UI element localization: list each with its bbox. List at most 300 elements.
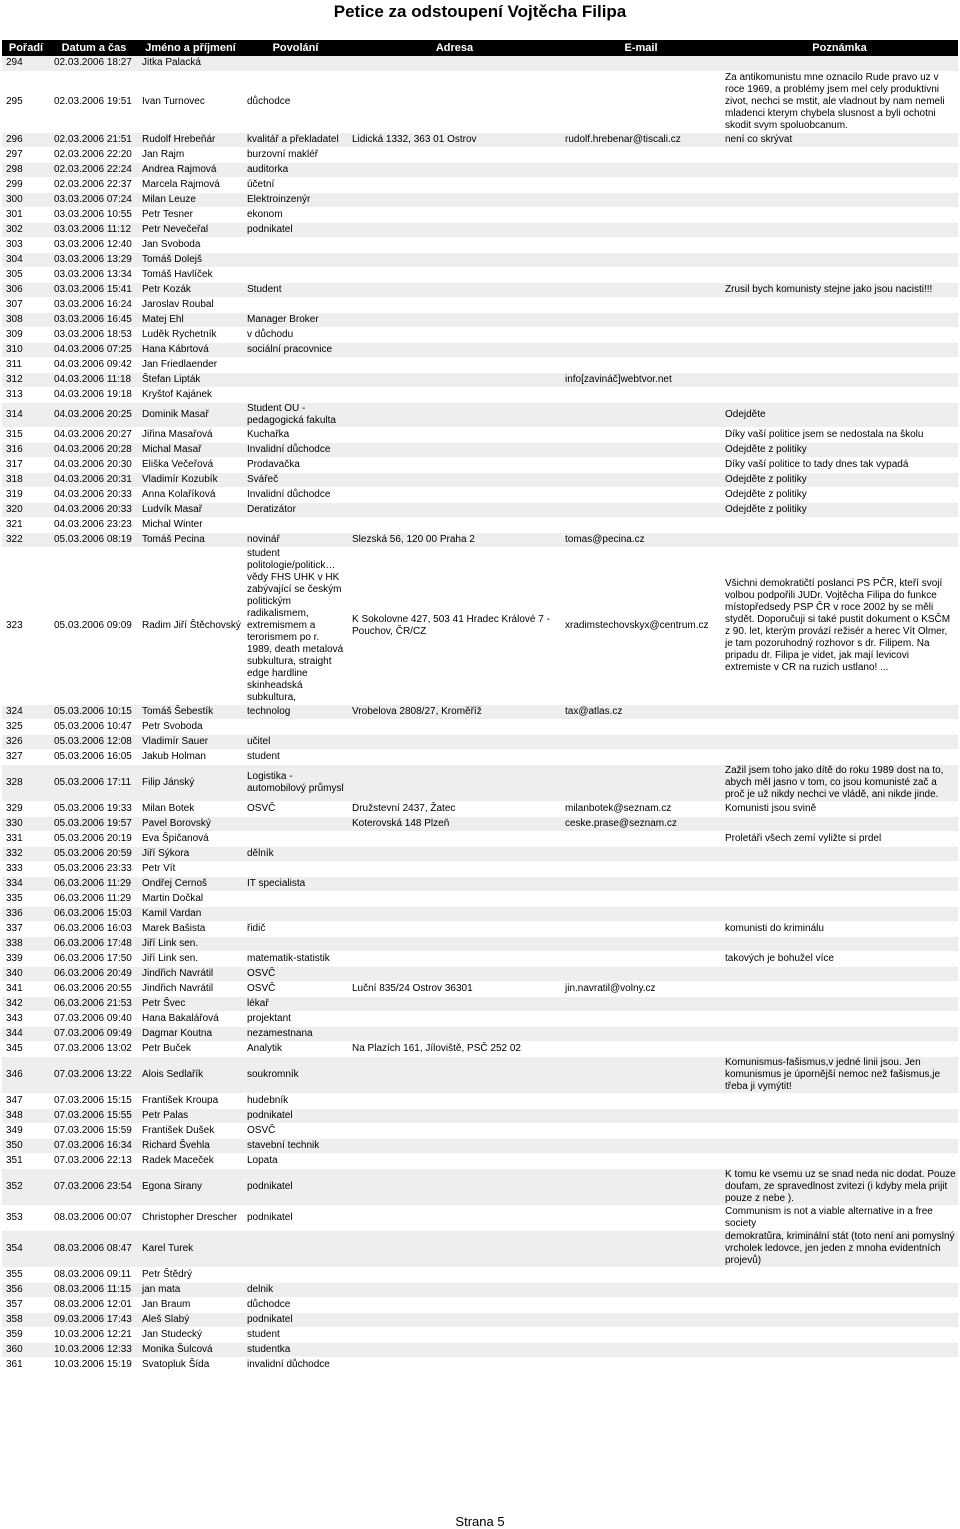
cell-poznamka: [721, 327, 958, 342]
cell-povolani: Student OU - pedagogická fakulta: [243, 402, 348, 427]
cell-jmeno: Jan Rajm: [138, 147, 243, 162]
cell-adresa: Na Plazích 161, Jíloviště, PSČ 252 02: [348, 1041, 561, 1056]
cell-poznamka: Odejděte z politiky: [721, 502, 958, 517]
cell-email: [561, 56, 721, 71]
cell-povolani: [243, 906, 348, 921]
table-row: [2, 966, 958, 981]
cell-povolani: podnikatel: [243, 1168, 348, 1205]
cell-jmeno: Jindřich Navrátil: [138, 981, 243, 996]
cell-adresa: [348, 1267, 561, 1282]
table-row: [2, 517, 958, 532]
table-row: [2, 936, 958, 951]
cell-povolani: projektant: [243, 1011, 348, 1026]
cell-poznamka: komunisti do kriminálu: [721, 921, 958, 936]
cell-jmeno: Rudolf Hrebeňár: [138, 132, 243, 147]
cell-datum: 08.03.2006 09:11: [50, 1267, 138, 1282]
cell-poradi: 312: [2, 372, 50, 387]
cell-povolani: [243, 891, 348, 906]
col-header-email: E-mail: [561, 40, 721, 56]
cell-jmeno: František Dušek: [138, 1123, 243, 1138]
cell-povolani: učitel: [243, 734, 348, 749]
cell-poradi: 340: [2, 966, 50, 981]
table-row: [2, 147, 958, 162]
cell-poradi: 307: [2, 297, 50, 312]
cell-povolani: novinář: [243, 532, 348, 547]
cell-adresa: Vrobelova 2808/27, Kroměříž: [348, 704, 561, 719]
cell-datum: 02.03.2006 21:51: [50, 132, 138, 147]
table-row: [2, 1282, 958, 1297]
cell-povolani: lékař: [243, 996, 348, 1011]
cell-adresa: [348, 734, 561, 749]
cell-poznamka: Communism is not a viable alternative in a free society: [721, 1205, 958, 1230]
cell-email: [561, 222, 721, 237]
cell-poznamka: [721, 846, 958, 861]
cell-povolani: podnikatel: [243, 1205, 348, 1230]
cell-adresa: [348, 56, 561, 71]
cell-adresa: [348, 312, 561, 327]
cell-povolani: OSVČ: [243, 981, 348, 996]
cell-datum: 04.03.2006 20:27: [50, 427, 138, 442]
cell-poznamka: Zrusil bych komunisty stejne jako jsou nacisti!!!: [721, 282, 958, 297]
cell-povolani: [243, 1230, 348, 1267]
cell-email: [561, 1230, 721, 1267]
cell-poradi: 347: [2, 1093, 50, 1108]
cell-jmeno: Jakub Holman: [138, 749, 243, 764]
cell-poradi: 314: [2, 402, 50, 427]
cell-jmeno: Petr Štědrý: [138, 1267, 243, 1282]
cell-jmeno: Marek Bašista: [138, 921, 243, 936]
cell-adresa: [348, 427, 561, 442]
cell-poradi: 311: [2, 357, 50, 372]
cell-adresa: [348, 861, 561, 876]
cell-poznamka: [721, 297, 958, 312]
cell-jmeno: Štefan Lipták: [138, 372, 243, 387]
cell-adresa: [348, 921, 561, 936]
cell-povolani: dělník: [243, 846, 348, 861]
cell-jmeno: Marcela Rajmová: [138, 177, 243, 192]
cell-email: rudolf.hrebenar@tiscali.cz: [561, 132, 721, 147]
cell-jmeno: Hana Bakalářová: [138, 1011, 243, 1026]
table-row: [2, 1011, 958, 1026]
cell-adresa: K Sokolovne 427, 503 41 Hradec Králové 7 - Pouchov, ČR/CZ: [348, 547, 561, 704]
cell-poznamka: [721, 312, 958, 327]
table-row: [2, 1312, 958, 1327]
cell-poradi: 335: [2, 891, 50, 906]
cell-datum: 02.03.2006 22:24: [50, 162, 138, 177]
cell-email: [561, 327, 721, 342]
cell-datum: 04.03.2006 20:30: [50, 457, 138, 472]
cell-email: ceske.prase@seznam.cz: [561, 816, 721, 831]
cell-datum: 03.03.2006 13:29: [50, 252, 138, 267]
cell-datum: 05.03.2006 23:33: [50, 861, 138, 876]
cell-email: [561, 966, 721, 981]
cell-poznamka: [721, 1327, 958, 1342]
cell-poradi: 328: [2, 764, 50, 801]
cell-poznamka: [721, 162, 958, 177]
cell-poradi: 337: [2, 921, 50, 936]
cell-adresa: [348, 252, 561, 267]
cell-poradi: 316: [2, 442, 50, 457]
cell-poradi: 348: [2, 1108, 50, 1123]
cell-email: [561, 1342, 721, 1357]
cell-email: [561, 192, 721, 207]
table-row: [2, 177, 958, 192]
cell-poradi: 332: [2, 846, 50, 861]
table-row: [2, 1168, 958, 1205]
table-row: [2, 207, 958, 222]
cell-email: [561, 502, 721, 517]
cell-jmeno: Martin Dočkal: [138, 891, 243, 906]
cell-poradi: 321: [2, 517, 50, 532]
cell-email: [561, 1138, 721, 1153]
cell-povolani: student: [243, 1327, 348, 1342]
cell-email: [561, 267, 721, 282]
cell-poznamka: [721, 237, 958, 252]
cell-poradi: 339: [2, 951, 50, 966]
cell-jmeno: Aleš Slabý: [138, 1312, 243, 1327]
cell-poradi: 341: [2, 981, 50, 996]
cell-email: [561, 472, 721, 487]
cell-email: [561, 282, 721, 297]
cell-datum: 04.03.2006 20:25: [50, 402, 138, 427]
cell-poznamka: [721, 936, 958, 951]
cell-poznamka: [721, 252, 958, 267]
cell-poradi: 296: [2, 132, 50, 147]
table-row: [2, 427, 958, 442]
cell-poznamka: [721, 1093, 958, 1108]
cell-jmeno: Michal Masař: [138, 442, 243, 457]
cell-poznamka: takových je bohužel více: [721, 951, 958, 966]
cell-povolani: OSVČ: [243, 966, 348, 981]
cell-poradi: 306: [2, 282, 50, 297]
table-row: [2, 951, 958, 966]
cell-adresa: [348, 1011, 561, 1026]
cell-jmeno: Ivan Turnovec: [138, 71, 243, 132]
cell-adresa: [348, 387, 561, 402]
cell-poznamka: Všichni demokratičtí poslanci PS PČR, kteří svojí volbou podpořili JUDr. Vojtěcha Filipa do funkce místopředsedy PSP ČR v roce 2002 by se měli stydět. Doporučuji si také pustit dokument o KSČM z 90. let, kterým provází režisér a herec Vít Olmer, je tam pozoruhodný rozhovor s dr. Filipem. Na pripadu dr. Filipa je videt, jak mají levicovi extremiste v CR na ruzich ustlano! ...: [721, 547, 958, 704]
table-row: [2, 1123, 958, 1138]
cell-datum: 04.03.2006 20:33: [50, 487, 138, 502]
cell-datum: 04.03.2006 20:33: [50, 502, 138, 517]
cell-poznamka: [721, 342, 958, 357]
cell-poradi: 315: [2, 427, 50, 442]
cell-povolani: Analytik: [243, 1041, 348, 1056]
cell-datum: 05.03.2006 16:05: [50, 749, 138, 764]
cell-datum: 08.03.2006 00:07: [50, 1205, 138, 1230]
cell-datum: 06.03.2006 15:03: [50, 906, 138, 921]
table-row: [2, 387, 958, 402]
page-number: Strana 5: [455, 1514, 505, 1529]
cell-povolani: podnikatel: [243, 1312, 348, 1327]
cell-datum: 07.03.2006 13:02: [50, 1041, 138, 1056]
table-row: [2, 1093, 958, 1108]
cell-poznamka: [721, 192, 958, 207]
cell-poznamka: [721, 966, 958, 981]
cell-povolani: v důchodu: [243, 327, 348, 342]
col-header-povolani: Povolání: [243, 40, 348, 56]
cell-datum: 07.03.2006 15:15: [50, 1093, 138, 1108]
cell-povolani: burzovní makléř: [243, 147, 348, 162]
cell-poradi: 354: [2, 1230, 50, 1267]
cell-povolani: sociální pracovnice: [243, 342, 348, 357]
cell-poznamka: [721, 357, 958, 372]
cell-poradi: 313: [2, 387, 50, 402]
cell-poznamka: [721, 1138, 958, 1153]
cell-adresa: [348, 951, 561, 966]
cell-poradi: 359: [2, 1327, 50, 1342]
cell-poradi: 361: [2, 1357, 50, 1372]
cell-poradi: 300: [2, 192, 50, 207]
table-row: [2, 342, 958, 357]
cell-adresa: [348, 719, 561, 734]
cell-poradi: 333: [2, 861, 50, 876]
cell-jmeno: Anna Kolaříková: [138, 487, 243, 502]
cell-email: [561, 387, 721, 402]
cell-datum: 05.03.2006 17:11: [50, 764, 138, 801]
cell-poradi: 318: [2, 472, 50, 487]
cell-povolani: student: [243, 749, 348, 764]
table-row: [2, 704, 958, 719]
cell-jmeno: Jindřich Navrátil: [138, 966, 243, 981]
table-row: [2, 267, 958, 282]
table-row: [2, 921, 958, 936]
col-header-poradi: Pořadí: [2, 40, 50, 56]
cell-povolani: [243, 1267, 348, 1282]
table-row: [2, 472, 958, 487]
cell-adresa: [348, 502, 561, 517]
cell-jmeno: Jiřina Masařová: [138, 427, 243, 442]
cell-poradi: 356: [2, 1282, 50, 1297]
cell-email: [561, 1153, 721, 1168]
cell-adresa: [348, 1153, 561, 1168]
cell-email: [561, 951, 721, 966]
cell-poznamka: Odejděte z politiky: [721, 442, 958, 457]
cell-adresa: [348, 764, 561, 801]
cell-poradi: 297: [2, 147, 50, 162]
cell-poznamka: [721, 816, 958, 831]
cell-datum: 08.03.2006 12:01: [50, 1297, 138, 1312]
cell-adresa: [348, 996, 561, 1011]
cell-jmeno: Jan Studecký: [138, 1327, 243, 1342]
cell-poradi: 331: [2, 831, 50, 846]
cell-poradi: 336: [2, 906, 50, 921]
cell-povolani: [243, 357, 348, 372]
cell-datum: 05.03.2006 20:59: [50, 846, 138, 861]
cell-adresa: Družstevní 2437, Žatec: [348, 801, 561, 816]
table-row: [2, 372, 958, 387]
cell-poradi: 330: [2, 816, 50, 831]
table-row: [2, 357, 958, 372]
cell-jmeno: Jiří Link sen.: [138, 936, 243, 951]
cell-datum: 06.03.2006 20:49: [50, 966, 138, 981]
cell-povolani: [243, 297, 348, 312]
cell-datum: 04.03.2006 20:31: [50, 472, 138, 487]
table-row: [2, 502, 958, 517]
table-row: [2, 831, 958, 846]
cell-datum: 06.03.2006 11:29: [50, 891, 138, 906]
table-row: [2, 71, 958, 132]
cell-povolani: OSVČ: [243, 1123, 348, 1138]
table-row: [2, 734, 958, 749]
cell-email: [561, 312, 721, 327]
col-header-datum: Datum a čas: [50, 40, 138, 56]
cell-adresa: [348, 147, 561, 162]
cell-jmeno: Svatopluk Šída: [138, 1357, 243, 1372]
cell-datum: 02.03.2006 18:27: [50, 56, 138, 71]
cell-povolani: [243, 861, 348, 876]
cell-poznamka: K tomu ke vsemu uz se snad neda nic dodat. Pouze doufam, ze spravedlnost zvitezi (i kdyby mela prijit pouze z nebe ).: [721, 1168, 958, 1205]
table-row: [2, 457, 958, 472]
page-title: Petice za odstoupení Vojtěcha Filipa: [333, 2, 627, 21]
cell-adresa: [348, 1093, 561, 1108]
cell-poradi: 349: [2, 1123, 50, 1138]
cell-email: [561, 237, 721, 252]
cell-email: [561, 357, 721, 372]
cell-povolani: IT specialista: [243, 876, 348, 891]
cell-povolani: auditorka: [243, 162, 348, 177]
cell-datum: 04.03.2006 20:28: [50, 442, 138, 457]
cell-email: [561, 1011, 721, 1026]
cell-povolani: [243, 816, 348, 831]
cell-poznamka: [721, 1026, 958, 1041]
cell-jmeno: Monika Šulcová: [138, 1342, 243, 1357]
cell-poznamka: Proletáři všech zemí vyližte si prdel: [721, 831, 958, 846]
cell-poznamka: [721, 876, 958, 891]
cell-email: [561, 297, 721, 312]
cell-povolani: [243, 56, 348, 71]
cell-adresa: [348, 1357, 561, 1372]
cell-jmeno: Ludvík Masař: [138, 502, 243, 517]
cell-poznamka: [721, 517, 958, 532]
cell-poradi: 358: [2, 1312, 50, 1327]
cell-povolani: důchodce: [243, 71, 348, 132]
table-row: [2, 891, 958, 906]
cell-adresa: [348, 162, 561, 177]
cell-email: info[zavináč]webtvor.net: [561, 372, 721, 387]
cell-datum: 03.03.2006 16:24: [50, 297, 138, 312]
table-row: [2, 996, 958, 1011]
cell-jmeno: Alois Sedlařík: [138, 1056, 243, 1093]
cell-datum: 03.03.2006 16:45: [50, 312, 138, 327]
cell-adresa: Lidická 1332, 363 01 Ostrov: [348, 132, 561, 147]
cell-jmeno: Egona Sirany: [138, 1168, 243, 1205]
cell-jmeno: Kamil Vardan: [138, 906, 243, 921]
cell-povolani: [243, 237, 348, 252]
cell-povolani: [243, 517, 348, 532]
cell-povolani: Kuchařka: [243, 427, 348, 442]
cell-jmeno: Milan Botek: [138, 801, 243, 816]
cell-jmeno: Petr Kozák: [138, 282, 243, 297]
cell-poznamka: Zažil jsem toho jako dítě do roku 1989 dost na to, abych měl jasno v tom, co jsou komunisté zač a proč je už nikdy nechci ve vládě, ani nikde jinde.: [721, 764, 958, 801]
cell-povolani: Student: [243, 282, 348, 297]
cell-povolani: Deratizátor: [243, 502, 348, 517]
cell-poznamka: [721, 56, 958, 71]
cell-povolani: [243, 252, 348, 267]
cell-datum: 06.03.2006 17:50: [50, 951, 138, 966]
cell-adresa: [348, 71, 561, 132]
cell-poradi: 344: [2, 1026, 50, 1041]
cell-datum: 05.03.2006 10:47: [50, 719, 138, 734]
cell-jmeno: Jiří Sýkora: [138, 846, 243, 861]
table-row: [2, 327, 958, 342]
cell-povolani: invalidní důchodce: [243, 1357, 348, 1372]
cell-povolani: delnik: [243, 1282, 348, 1297]
cell-poznamka: [721, 222, 958, 237]
cell-poznamka: není co skrývat: [721, 132, 958, 147]
cell-email: tomas@pecina.cz: [561, 532, 721, 547]
cell-adresa: [348, 372, 561, 387]
cell-email: [561, 749, 721, 764]
cell-poradi: 319: [2, 487, 50, 502]
cell-jmeno: Luděk Rychetník: [138, 327, 243, 342]
cell-poradi: 308: [2, 312, 50, 327]
table-row: [2, 1153, 958, 1168]
cell-email: [561, 442, 721, 457]
table-row: [2, 162, 958, 177]
table-row: [2, 487, 958, 502]
cell-jmeno: Petr Nevečeřal: [138, 222, 243, 237]
cell-adresa: [348, 876, 561, 891]
cell-email: [561, 402, 721, 427]
cell-poznamka: Odejděte: [721, 402, 958, 427]
cell-povolani: technolog: [243, 704, 348, 719]
cell-povolani: Invalidní důchodce: [243, 442, 348, 457]
cell-adresa: [348, 1327, 561, 1342]
cell-poznamka: [721, 749, 958, 764]
cell-poznamka: [721, 1312, 958, 1327]
cell-poznamka: [721, 1123, 958, 1138]
cell-poznamka: [721, 981, 958, 996]
cell-poznamka: Díky vaší politice to tady dnes tak vypadá: [721, 457, 958, 472]
cell-email: [561, 1205, 721, 1230]
cell-jmeno: Tomáš Havlíček: [138, 267, 243, 282]
cell-datum: 06.03.2006 17:48: [50, 936, 138, 951]
cell-adresa: [348, 207, 561, 222]
cell-poradi: 310: [2, 342, 50, 357]
cell-datum: 04.03.2006 07:25: [50, 342, 138, 357]
cell-poznamka: [721, 906, 958, 921]
cell-poradi: 309: [2, 327, 50, 342]
cell-povolani: [243, 267, 348, 282]
cell-povolani: Svářeč: [243, 472, 348, 487]
cell-adresa: [348, 906, 561, 921]
cell-jmeno: Radim Jiří Štěchovský: [138, 547, 243, 704]
cell-poradi: 320: [2, 502, 50, 517]
cell-email: [561, 1093, 721, 1108]
cell-email: [561, 1282, 721, 1297]
cell-poznamka: [721, 207, 958, 222]
table-body: [2, 56, 958, 1372]
cell-email: [561, 342, 721, 357]
cell-poradi: 353: [2, 1205, 50, 1230]
cell-poradi: 317: [2, 457, 50, 472]
cell-adresa: [348, 357, 561, 372]
cell-email: [561, 719, 721, 734]
col-header-jmeno: Jméno a příjmení: [138, 40, 243, 56]
cell-email: [561, 207, 721, 222]
cell-povolani: [243, 372, 348, 387]
table-row: [2, 1108, 958, 1123]
cell-poradi: 295: [2, 71, 50, 132]
cell-poradi: 350: [2, 1138, 50, 1153]
cell-email: [561, 1312, 721, 1327]
cell-adresa: [348, 1026, 561, 1041]
cell-adresa: [348, 457, 561, 472]
cell-adresa: [348, 966, 561, 981]
cell-povolani: Logistika - automobilový průmysl: [243, 764, 348, 801]
cell-poradi: 325: [2, 719, 50, 734]
cell-jmeno: Jan Friedlaender: [138, 357, 243, 372]
